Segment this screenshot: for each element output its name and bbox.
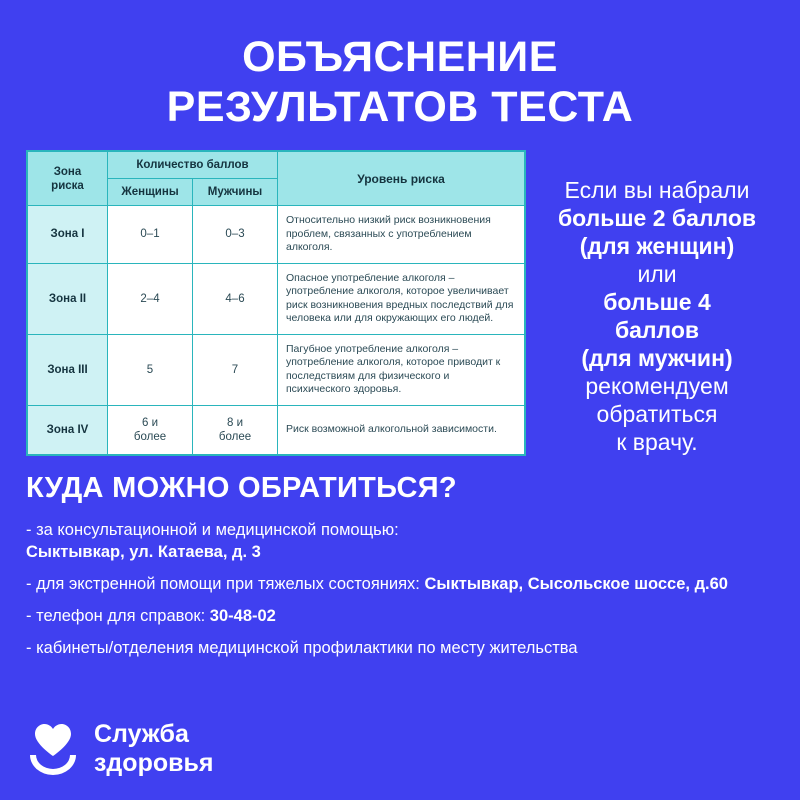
contact-item (26, 519, 774, 563)
contact-item (26, 637, 774, 659)
header-zone (28, 152, 108, 206)
note-line-8: рекомендуем (585, 373, 729, 399)
table-row (28, 263, 525, 334)
cell-women: 0–1 (108, 206, 193, 264)
logo-mark (26, 721, 80, 777)
note-line-1: Если вы набрали (564, 177, 750, 203)
cell-zone: Зона IV (28, 405, 108, 454)
cell-level: Пагубное употребление алкоголя – употребление алкоголя, которое приводит к последствиям для физического и психического здоровья. (278, 334, 525, 405)
cell-men-line-2: более (218, 430, 252, 443)
contact-address: Сыктывкар, ул. Катаева, д. 3 (26, 543, 261, 561)
middle-section (0, 132, 800, 456)
table-row (28, 206, 525, 264)
header-zone-line-2: риска (51, 179, 84, 192)
page-title (0, 0, 800, 132)
cell-zone: Зона III (28, 334, 108, 405)
contact-text: - для экстренной помощи при тяжелых состояниях: (26, 575, 425, 593)
logo-text-line-1: Служба (94, 720, 189, 748)
where-heading: КУДА МОЖНО ОБРАТИТЬСЯ? (26, 472, 457, 504)
logo-text-line-2: здоровья (94, 749, 214, 777)
note-line-9: обратиться (596, 401, 718, 427)
cell-women (108, 405, 193, 454)
title-line-1: ОБЪЯСНЕНИЕ (242, 33, 558, 81)
contact-text: - телефон для справок: (26, 607, 210, 625)
cell-women-line-2: более (133, 430, 167, 443)
cell-zone: Зона I (28, 206, 108, 264)
header-level: Уровень риска (278, 152, 525, 206)
table-header-row-1 (28, 152, 525, 179)
contact-item (26, 605, 774, 627)
where-to-go-section (0, 456, 800, 659)
cell-level: Относительно низкий риск возникновения проблем, связанных с употреблением алкоголя. (278, 206, 525, 264)
note-line-2: больше 2 баллов (557, 205, 757, 231)
header-points: Количество баллов (108, 152, 278, 179)
cell-women: 2–4 (108, 263, 193, 334)
contact-item (26, 573, 774, 595)
note-line-10: к врачу. (616, 429, 698, 455)
note-line-4: или (637, 261, 677, 287)
contact-address: Сыктывкар, Сысольское шоссе, д.60 (424, 575, 728, 593)
recommendation-note (526, 150, 780, 456)
heart-icon (34, 723, 72, 757)
cell-men (193, 405, 278, 454)
table-row (28, 334, 525, 405)
contact-phone[interactable]: 30-48-02 (209, 607, 276, 625)
risk-table-container (26, 150, 526, 456)
header-zone-line-1: Зона (53, 165, 82, 178)
cell-zone: Зона II (28, 263, 108, 334)
header-men: Мужчины (193, 179, 278, 206)
note-line-3: (для женщин) (579, 233, 735, 259)
header-women: Женщины (108, 179, 193, 206)
brand-logo (26, 720, 213, 778)
smile-icon (30, 755, 76, 775)
contact-text: - за консультационной и медицинской помощью: (26, 521, 399, 539)
logo-text (94, 720, 213, 778)
table-row (28, 405, 525, 454)
cell-women: 5 (108, 334, 193, 405)
contact-text: - кабинеты/отделения медицинской профилактики по месту жительства (26, 639, 578, 657)
cell-level: Риск возможной алкогольной зависимости. (278, 405, 525, 454)
risk-table (27, 151, 525, 455)
cell-level: Опасное употребление алкоголя – употребление алкоголя, которое увеличивает риск возникновения вредных последствий для человека или для окружающих его людей. (278, 263, 525, 334)
cell-women-line-1: 6 и (141, 416, 158, 429)
cell-men: 0–3 (193, 206, 278, 264)
cell-men: 7 (193, 334, 278, 405)
title-line-2: РЕЗУЛЬТАТОВ ТЕСТА (166, 83, 634, 131)
note-line-6: баллов (614, 317, 700, 343)
note-line-5: больше 4 (603, 289, 711, 315)
cell-men-line-1: 8 и (226, 416, 243, 429)
cell-men: 4–6 (193, 263, 278, 334)
note-line-7: (для мужчин) (581, 345, 733, 371)
